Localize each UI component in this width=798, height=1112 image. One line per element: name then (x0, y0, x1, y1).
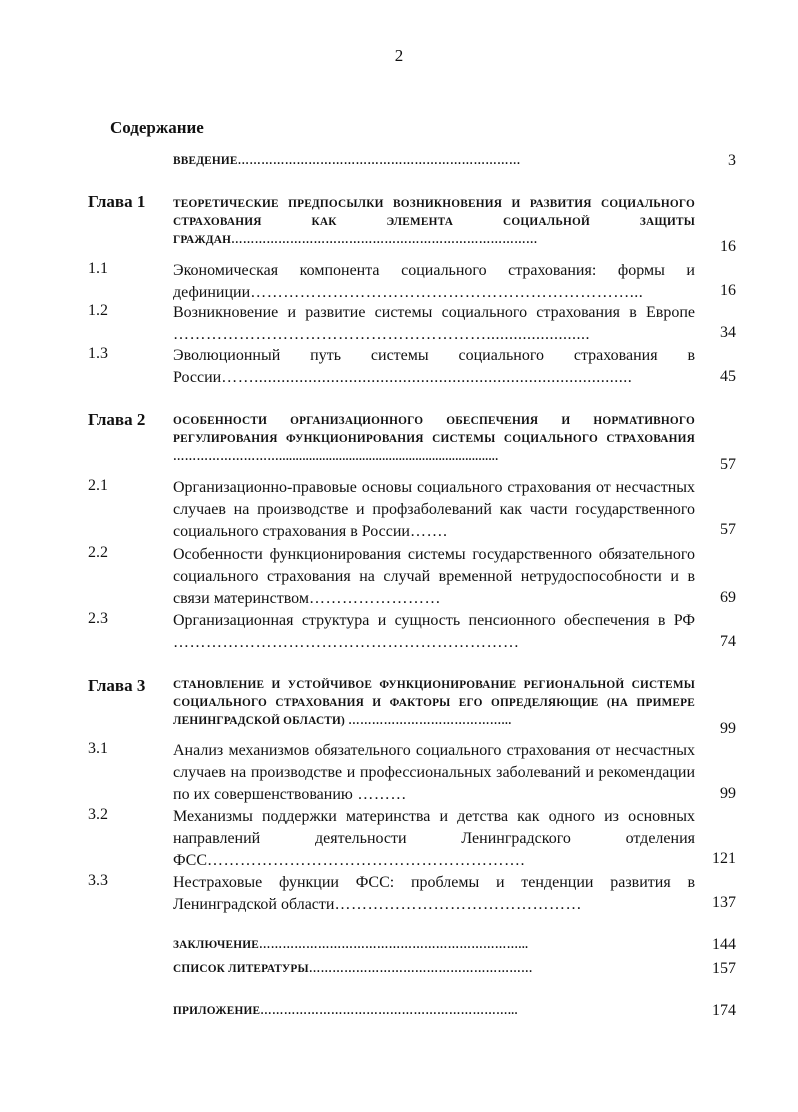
chapter-1-dots: …………………………………………………………………… (231, 234, 538, 246)
section-3-2-dots: …………………………………………………. (206, 852, 525, 869)
chapter-1-label: Глава 1 (88, 192, 146, 211)
appendix-label: ПРИЛОЖЕНИЕ (173, 1005, 261, 1017)
section-3-1-text (173, 740, 695, 806)
section-1-1-title: Экономическая компонента социального страхования: формы и дефиниции (173, 262, 695, 301)
section-1-3-text (173, 345, 695, 389)
section-1-1-num: 1.1 (88, 260, 108, 277)
section-3-2-page: 121 (712, 850, 736, 867)
section-2-2-title: Особенности функционирования системы государственного обязательного социального страхования на случай временной нетрудоспособности и в связи материнством (173, 546, 695, 607)
chapter-1-page: 16 (720, 238, 736, 255)
section-2-2-dots: …………………… (308, 590, 441, 607)
section-1-2-title: Возникновение и развитие системы социального страхования в Европе (173, 304, 695, 321)
chapter-2-title-text: ОСОБЕННОСТИ ОРГАНИЗАЦИОННОГО ОБЕСПЕЧЕНИЯ И НОРМАТИВНОГО РЕГУЛИРОВАНИЯ ФУНКЦИОНИРОВАНИЯ СИСТЕМЫ СОЦИАЛЬНОГО СТРАХОВАНИЯ (173, 415, 695, 445)
section-1-3-dots: …….................................................................................... (221, 369, 633, 386)
section-3-1-title: Анализ механизмов обязательного социального страхования от несчастных случаев на производстве и профессиональных заболеваний и рекомендации по их совершенствованию (173, 742, 695, 803)
section-2-1-dots: ……. (409, 523, 448, 540)
section-2-2-text (173, 544, 695, 610)
section-2-3-dots: ……………………………………………………… (173, 634, 520, 651)
section-2-1-text (173, 477, 695, 543)
section-1-1-page: 16 (720, 282, 736, 299)
chapter-3-page: 99 (720, 720, 736, 737)
chapter-3-label: Глава 3 (88, 676, 146, 695)
section-1-2-text (173, 302, 695, 346)
section-2-1-title: Организационно-правовые основы социального страхования от несчастных случаев на производстве и профзаболеваний как части государственного социального страхования в России (173, 479, 695, 540)
appendix-page: 174 (712, 1002, 736, 1019)
chapter-2-title (173, 412, 695, 466)
conclusion-label: ЗАКЛЮЧЕНИЕ (173, 939, 259, 951)
section-3-3-num: 3.3 (88, 872, 108, 889)
chapter-2-page: 57 (720, 456, 736, 473)
chapter-3-dots: …………………………………... (344, 715, 512, 727)
section-1-3-title: Эволюционный путь системы социального страхования в России (173, 347, 695, 386)
intro-page: 3 (728, 152, 736, 169)
chapter-1-title (173, 195, 695, 249)
section-2-2-page: 69 (720, 589, 736, 606)
section-3-3-text (173, 872, 695, 916)
section-3-1-num: 3.1 (88, 740, 108, 757)
section-1-2-dots: …………………………………………………....................... (173, 326, 590, 343)
conclusion-page: 144 (712, 936, 736, 953)
toc-title: Содержание (110, 118, 204, 137)
section-3-1-page: 99 (720, 785, 736, 802)
chapter-3-title-text: СТАНОВЛЕНИЕ И УСТОЙЧИВОЕ ФУНКЦИОНИРОВАНИЕ РЕГИОНАЛЬНОЙ СИСТЕМЫ СОЦИАЛЬНОГО СТРАХОВАНИЯ И ФАКТОРЫ ЕГО ОПРЕДЕЛЯЮЩИЕ (НА ПРИМЕРЕ ЛЕНИНГРАДСКОЙ ОБЛАСТИ) (173, 679, 695, 727)
section-3-2-text (173, 806, 695, 872)
section-2-3-text (173, 610, 695, 654)
section-1-1-text (173, 260, 695, 304)
toc-entry-references (173, 960, 533, 978)
chapter-2-dots: ……………………….................................................................. (173, 451, 499, 463)
toc-entry-appendix (173, 1002, 518, 1020)
section-1-1-dots: ……………………………………………………………... (250, 284, 644, 301)
intro-label: ВВЕДЕНИЕ (173, 155, 238, 167)
section-2-3-num: 2.3 (88, 610, 108, 627)
section-1-2-page: 34 (720, 324, 736, 341)
section-2-3-title: Организационная структура и сущность пенсионного обеспечения в РФ (173, 612, 695, 629)
chapter-3-title (173, 676, 695, 730)
section-2-1-num: 2.1 (88, 477, 108, 494)
page-number: 2 (394, 46, 404, 65)
section-3-3-page: 137 (712, 894, 736, 911)
toc-entry-conclusion (173, 936, 528, 954)
references-page: 157 (712, 960, 736, 977)
appendix-dots: ………………………………………………………... (260, 1005, 518, 1017)
references-label: СПИСОК ЛИТЕРАТУРЫ (173, 963, 309, 975)
intro-dots: ……………………………………………………………… (237, 155, 521, 167)
section-3-1-dots: ……… (352, 786, 407, 803)
section-2-1-page: 57 (720, 521, 736, 538)
section-2-2-num: 2.2 (88, 544, 108, 561)
toc-entry-intro (173, 152, 521, 170)
section-3-3-title: Нестраховые функции ФСС: проблемы и тенденции развития в Ленинградской области (173, 874, 695, 913)
section-3-2-title: Механизмы поддержки материнства и детства как одного из основных направлений деятельности Ленинградского отделения ФСС (173, 808, 695, 869)
section-1-3-page: 45 (720, 368, 736, 385)
conclusion-dots: …………………………………………………………... (258, 939, 529, 951)
chapter-1-title-text: ТЕОРЕТИЧЕСКИЕ ПРЕДПОСЫЛКИ ВОЗНИКНОВЕНИЯ И РАЗВИТИЯ СОЦИАЛЬНОГО СТРАХОВАНИЯ КАК ЭЛЕМЕНТА СОЦИАЛЬНОЙ ЗАЩИТЫ ГРАЖДАН (173, 198, 695, 246)
section-1-3-num: 1.3 (88, 345, 108, 362)
section-3-3-dots: ……………………………………… (334, 896, 582, 913)
section-3-2-num: 3.2 (88, 806, 108, 823)
references-dots: ………………………………………………… (308, 963, 533, 975)
section-1-2-num: 1.2 (88, 302, 108, 319)
chapter-2-label: Глава 2 (88, 410, 146, 429)
section-2-3-page: 74 (720, 633, 736, 650)
